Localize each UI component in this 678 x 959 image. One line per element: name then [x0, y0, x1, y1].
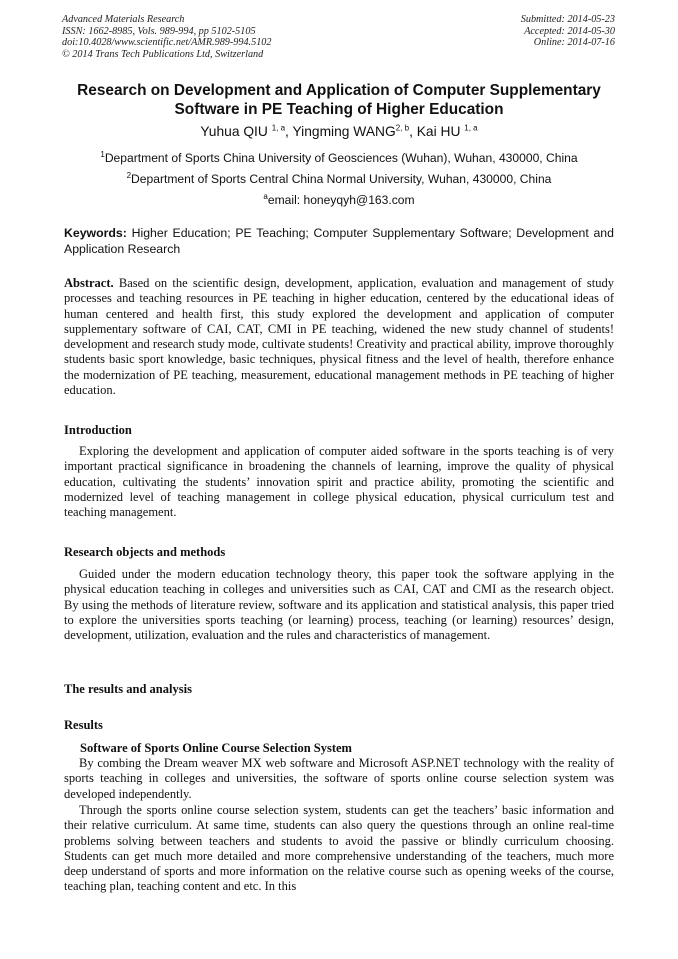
email-text: email: honeyqyh@163.com [267, 193, 415, 207]
author-list [50, 124, 628, 139]
journal-info [62, 14, 271, 60]
journal-copyright: © 2014 Trans Tech Publications Ltd, Switzerland [62, 48, 264, 60]
introduction-text: Exploring the development and application of computer aided software in the sports teaching is of very important practical significance in broadening the channels of learning, improve the quality of physical education, cultivating the students’ innovation spirit and practice ability, promoting the scientific and modernized level of teaching management in college physical education, physical curriculum test and teaching management. [64, 444, 614, 520]
author-3: , Kai HU [409, 124, 461, 139]
journal-issn: ISSN: 1662-8985, Vols. 989-994, pp 5102-5105 [62, 25, 256, 37]
results-analysis-heading: The results and analysis [64, 682, 192, 696]
affiliation-1 [50, 151, 628, 165]
online-date: Online: 2014-07-16 [533, 37, 615, 49]
email-marker: a [263, 191, 268, 201]
accepted-date: Accepted: 2014-05-30 [524, 25, 615, 37]
methods-text: Guided under the modern education technology theory, this paper took the software applying in the physical education teaching in colleges and universities such as CAI, CAT and CMI as the research object. By using the methods of literature review, software and its application and statistical analysis, this paper tried to explore the universities sports teaching (or learning) process, teaching (or learning) resources’ design, development, utilization, evaluation and the rules and characteristics of management. [64, 567, 614, 643]
paper-title [50, 82, 628, 119]
title-line-2: Software in PE Teaching of Higher Education [174, 100, 504, 118]
author-3-affiliation: 1, a [464, 123, 478, 133]
submitted-date: Submitted: 2014-05-23 [520, 14, 615, 25]
abstract-label: Abstract. [64, 276, 114, 290]
affiliation-1-marker: 1 [100, 149, 105, 159]
title-line-1: Research on Development and Application of Computer Supplementary [77, 82, 601, 99]
abstract-section [64, 276, 614, 398]
journal-doi: doi:10.4028/www.scientific.net/AMR.989-994.5102 [62, 37, 272, 49]
affiliation-1-text: Department of Sports China University of Geosciences (Wuhan), Wuhan, 430000, China [104, 151, 578, 165]
results-paragraph-1: By combing the Dream weaver MX web software and Microsoft ASP.NET technology with the reality of sports teaching in colleges and universities, the software of sports online course selection system was developed independently. [64, 756, 614, 801]
course-selection-subheading: Software of Sports Online Course Selection System [80, 741, 352, 755]
author-1: Yuhua QIU [200, 124, 268, 139]
publication-dates [521, 14, 615, 49]
methods-heading: Research objects and methods [64, 545, 226, 559]
author-2-affiliation: 2, b [395, 123, 410, 133]
keywords-text: Higher Education; PE Teaching; Computer Supplementary Software; Development and Application Research [64, 226, 614, 256]
affiliation-2-text: Department of Sports Central China Normal University, Wuhan, 430000, China [131, 172, 552, 186]
keywords-label: Keywords: [64, 226, 127, 240]
introduction-heading: Introduction [64, 423, 132, 437]
keywords-section [64, 226, 614, 257]
author-2: , Yingming WANG [285, 124, 396, 139]
results-paragraph-2: Through the sports online course selection system, students can get the teachers’ basic information and their relative curriculum. At same time, students can also query the questions through an online real-time problems solving between teachers and students to avoid the passive or blindly curriculum choosing. Students can get much more detailed and more comprehensive understanding of the teachers, much more deep understand of sports and more information on the relative course such as opening weeks of the course, teaching plan, teaching content and etc. In this [64, 803, 614, 894]
results-heading: Results [64, 718, 103, 732]
abstract-text: Based on the scientific design, development, application, evaluation and management of study processes and teaching resources in PE teaching in higher education, centered by the educational ideas of human centered and health first, this study explored the development and application of computer supplementary software of CAI, CAT, CMI in PE teaching, widened the new study channel of students! development and research study mode, cultivate students! Creativity and practical ability, improve thoroughly students basic sport knowledge, basic techniques, physical fitness and the level of health, therefore enhance the modernization of PE teaching, measurement, educational management methods in PE teaching of higher education. [64, 276, 614, 398]
journal-name: Advanced Materials Research [62, 14, 185, 25]
author-1-affiliation: 1, a [271, 123, 286, 133]
affiliation-2 [50, 172, 628, 186]
author-email [50, 193, 628, 207]
affiliation-2-marker: 2 [126, 170, 132, 180]
